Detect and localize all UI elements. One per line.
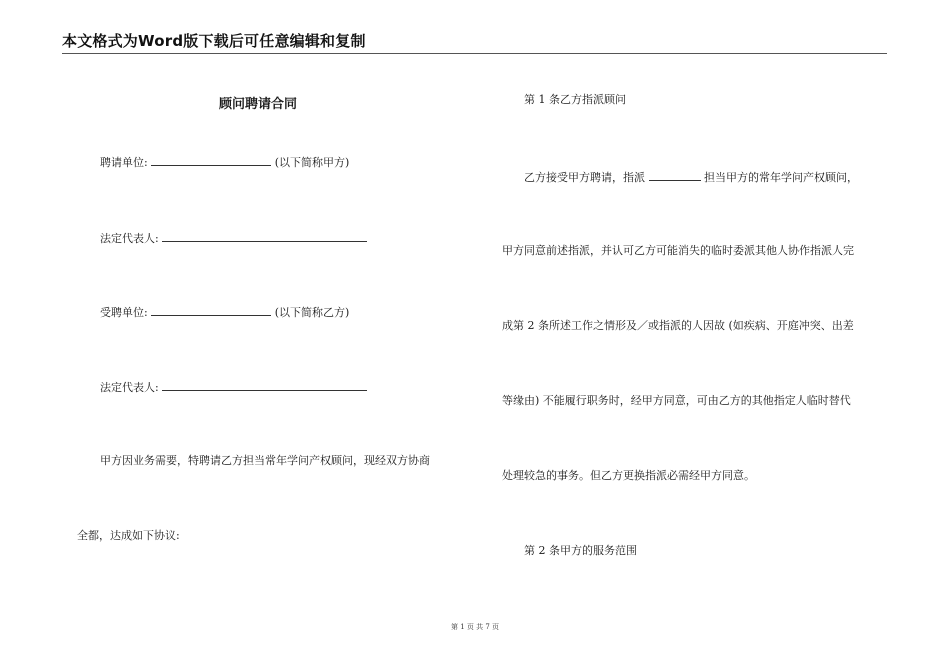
article-1-heading: 第 1 条乙方指派顾问 (524, 93, 626, 106)
rep1-label: 法定代表人: (100, 232, 159, 245)
p1-after: 担当甲方的常年学问产权顾问， (704, 171, 858, 184)
intro-line-1: 甲方因业务需要，特聘请乙方担当常年学问产权顾问，现经双方协商 (100, 454, 430, 467)
intro-line-2: 全都，达成如下协议: (77, 529, 180, 542)
paragraph-4: 等缘由) 不能履行职务时，经甲方同意，可由乙方的其他指定人临时替代 (502, 394, 851, 407)
advisor-blank[interactable] (649, 169, 701, 181)
banner-divider (62, 53, 887, 54)
paragraph-5: 处理较急的事务。但乙方更换指派必需经甲方同意。 (502, 469, 755, 482)
rep1-blank[interactable] (162, 230, 367, 242)
employee-line (100, 304, 349, 320)
employer-line (100, 154, 349, 170)
employee-suffix: (以下简称乙方) (274, 306, 350, 319)
employee-label: 受聘单位: (100, 306, 148, 319)
rep2-blank[interactable] (162, 379, 367, 391)
document-banner: 本文格式为Word版下载后可任意编辑和复制 (62, 32, 366, 50)
employee-blank[interactable] (151, 304, 271, 316)
contract-title: 顾问聘请合同 (219, 97, 298, 112)
p1-before: 乙方接受甲方聘请，指派 (524, 171, 645, 184)
paragraph-1 (524, 169, 858, 185)
employer-suffix: (以下简称甲方) (274, 156, 350, 169)
paragraph-3: 成第 2 条所述工作之情形及／或指派的人因故 (如疾病、开庭冲突、出差 (502, 319, 854, 332)
paragraph-2: 甲方同意前述指派，并认可乙方可能消失的临时委派其他人协作指派人完 (502, 244, 854, 257)
employer-label: 聘请单位: (100, 156, 148, 169)
article-2-heading: 第 2 条甲方的服务范围 (524, 544, 637, 557)
employer-blank[interactable] (151, 154, 271, 166)
rep2-line (100, 379, 367, 395)
page-number: 第 1 页 共 7 页 (450, 623, 500, 631)
rep2-label: 法定代表人: (100, 381, 159, 394)
rep1-line (100, 230, 367, 246)
